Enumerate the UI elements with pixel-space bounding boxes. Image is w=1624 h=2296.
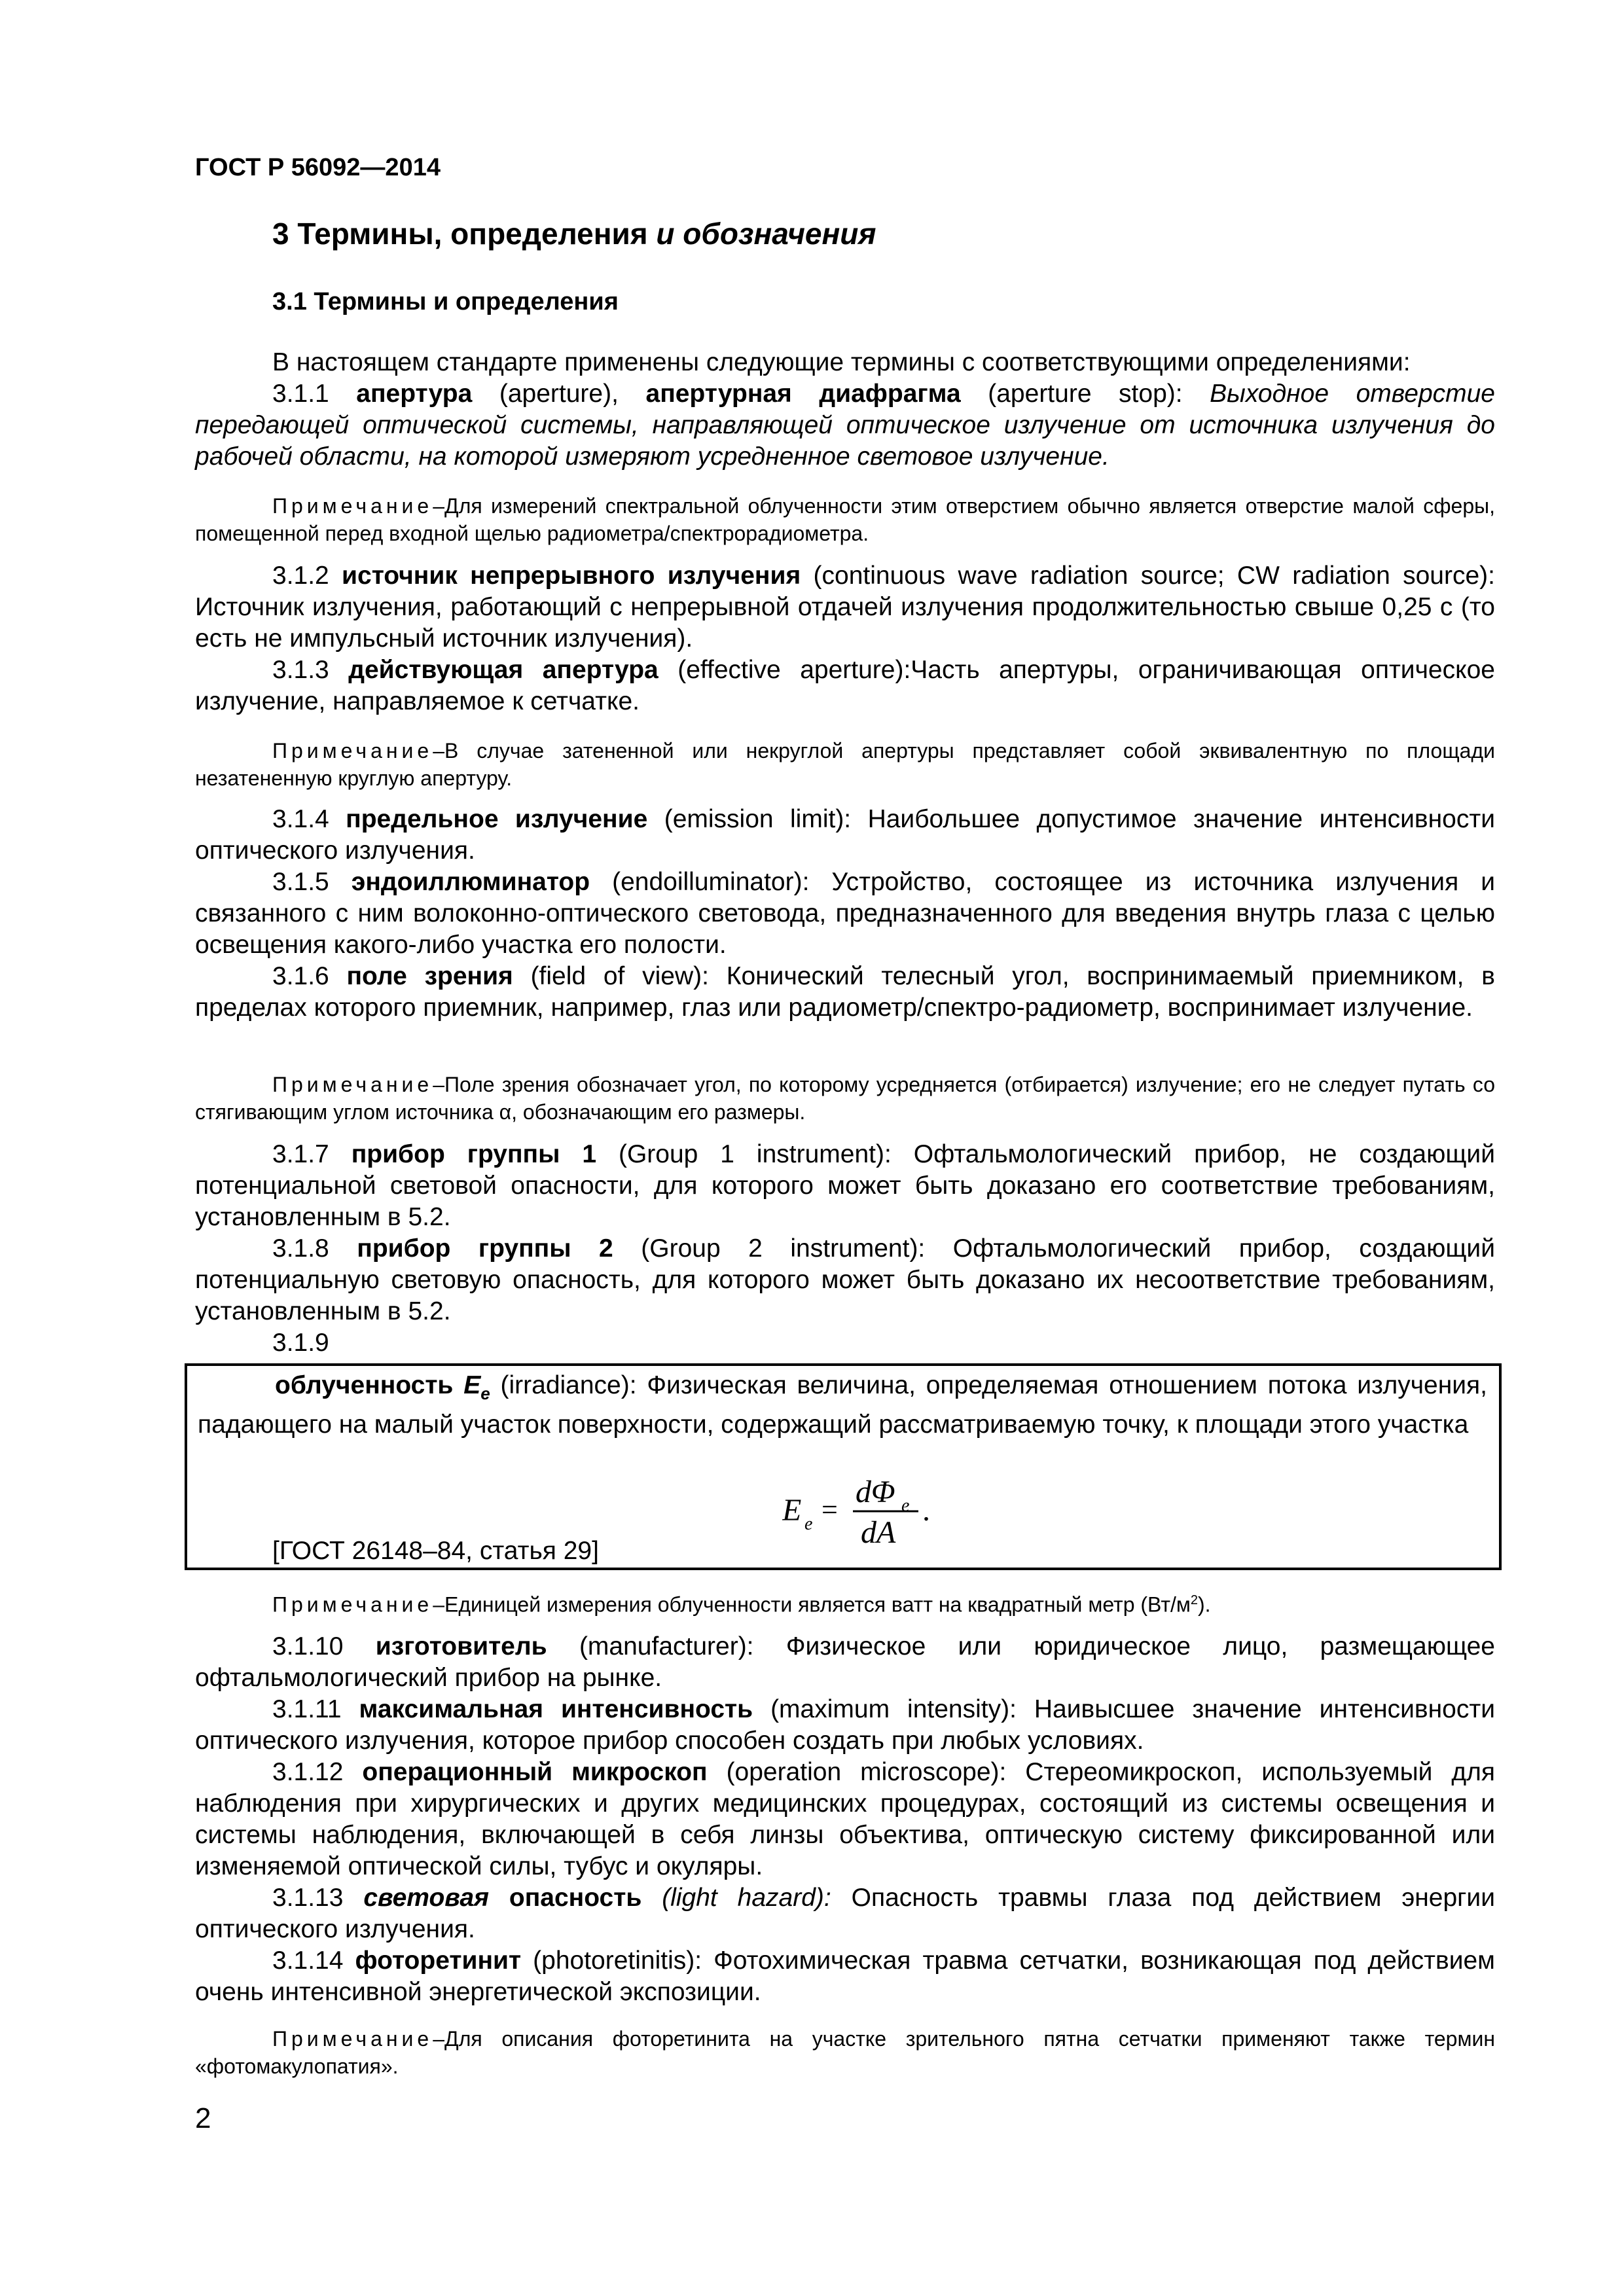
term-3-1-5: 3.1.5 эндоиллюминатор (endoilluminator): Устройство, состоящее из источника излучения и связанного с ним волоконно-оптического световода, предназначенного для введения внутрь глаза с целью освещения какого-либо участка его полости. xyxy=(195,868,1496,959)
formula-numerator-sub: e xyxy=(901,1496,910,1516)
term-3-1-14: 3.1.14 фоторетинит (photoretinitis): Фотохимическая травма сетчатки, возникающая под действием очень интенсивной энергетической экспозиции. xyxy=(195,1946,1495,2006)
page-number: 2 xyxy=(195,2102,211,2134)
formula-lhs-sub: e xyxy=(804,1514,813,1534)
formula-numerator: dΦ xyxy=(856,1475,895,1509)
terms-block-5 xyxy=(195,1631,1495,2008)
note-5: Примечание–Для описания фоторетинита на участке зрительного пятна сетчатки применяют также термин «фотомакулопатия». xyxy=(195,2027,1495,2078)
term-3-1-1: 3.1.1 апертура (aperture), апертурная диафрагма (aperture stop): Выходное отверстие передающей оптической системы, направляющей оптическое излучение от источника излучения до рабочей области, на которой измеряют усредненное световое излучение. xyxy=(195,380,1495,471)
note-3: Примечание–Поле зрения обозначает угол, по которому усредняется (отбирается) излучение; его не следует путать со стягивающим углом источника α, обозначающим его размеры. xyxy=(195,1073,1495,1124)
term-3-1-9-number: 3.1.9 xyxy=(272,1329,329,1357)
formula-denominator: dA xyxy=(861,1515,896,1548)
terms-block-1 xyxy=(195,347,1495,473)
formula-equals: = xyxy=(821,1494,838,1526)
term-3-1-9-source: [ГОСТ 26148–84, статья 29] xyxy=(272,1537,599,1565)
term-3-1-6: 3.1.6 поле зрения (field of view): Конический телесный угол, воспринимаемый приемником, в пределах которого приемник, например, глаз или радиометр/спектро-радиометр, воспринимает излучение. xyxy=(195,962,1495,1022)
formula-lhs: E xyxy=(782,1493,802,1528)
term-3-1-4: 3.1.4 предельное излучение (emission limit): Наибольшее допустимое значение интенсивности оптического излучения. xyxy=(195,805,1495,865)
term-3-1-12: 3.1.12 операционный микроскоп (operation microscope): Стереомикроскоп, используемый для наблюдения при хирургических и других медицинских процедурах, состоящий из системы освещения и системы наблюдения, включающей в себя линзы объектива, оптическую систему фиксированной или изменяемой оптической силы, тубус и окуляры. xyxy=(195,1758,1495,1880)
term-3-1-8: 3.1.8 прибор группы 2 (Group 2 instrument): Офтальмологический прибор, создающий потенциальную световую опасность, для которого может быть доказано их несоответствие требованиям, установленным в 5.2. xyxy=(195,1234,1495,1325)
note-1: Примечание–Для измерений спектральной облученности этим отверстием обычно является отверстие малой сферы, помещенной перед входной щелью радиометра/спектрорадиометра. xyxy=(195,494,1495,545)
term-3-1-11: 3.1.11 максимальная интенсивность (maximum intensity): Наивысшее значение интенсивности оптического излучения, которое прибор способен создать при любых условиях. xyxy=(195,1695,1496,1755)
intro-paragraph: В настоящем стандарте применены следующие термины с соответствующими определениями: xyxy=(272,348,1411,376)
term-3-1-10: 3.1.10 изготовитель (manufacturer): Физическое или юридическое лицо, размещающее офтальмологический прибор на рынке. xyxy=(195,1632,1495,1692)
terms-block-3 xyxy=(195,804,1495,1024)
formula-period: . xyxy=(922,1493,930,1528)
irradiance-formula xyxy=(782,1469,939,1548)
section-title-italic: и обозначения xyxy=(656,217,876,251)
terms-block-2 xyxy=(195,560,1495,717)
term-3-1-2: 3.1.2 источник непрерывного излучения (continuous wave radiation source; CW radiation source): Источник излучения, работающий с непрерывной отдачей излучения продолжительностью свыше 0,25 с (то есть не импульсный источник излучения). xyxy=(195,562,1495,653)
term-3-1-7: 3.1.7 прибор группы 1 (Group 1 instrument): Офтальмологический прибор, не создающий потенциальной световой опасности, для которого может быть доказано его соответствие требованиям, установленным в 5.2. xyxy=(195,1140,1495,1231)
term-3-1-13: 3.1.13 световая опасность (light hazard): Опасность травмы глаза под действием энергии оптического излучения. xyxy=(195,1884,1495,1943)
section-title xyxy=(272,216,876,251)
note-4: Примечание–Единицей измерения облученности является ватт на квадратный метр $(Вт/м^2)$. xyxy=(272,1592,1211,1617)
terms-block-4 xyxy=(195,1139,1495,1359)
term-3-1-9: облученность $E_e$ (irradiance): Физическая величина, определяемая отношением потока излучения, падающего на малый участок поверхности, содержащий рассматриваемую точку, к площади этого участка xyxy=(198,1371,1487,1439)
note-2: Примечание–В случае затененной или некруглой апертуры представляет собой эквивалентную по площади незатененную круглую апертуру. xyxy=(195,739,1495,790)
term-3-1-3: 3.1.3 действующая апертура (effective aperture):Часть апертуры, ограничивающая оптическое излучение, направляемое к сетчатке. xyxy=(195,656,1495,715)
document-header: ГОСТ Р 56092—2014 xyxy=(195,154,441,181)
section-title-text: 3 Термины, определения xyxy=(272,217,657,251)
subsection-title: 3.1 Термины и определения xyxy=(272,288,619,315)
